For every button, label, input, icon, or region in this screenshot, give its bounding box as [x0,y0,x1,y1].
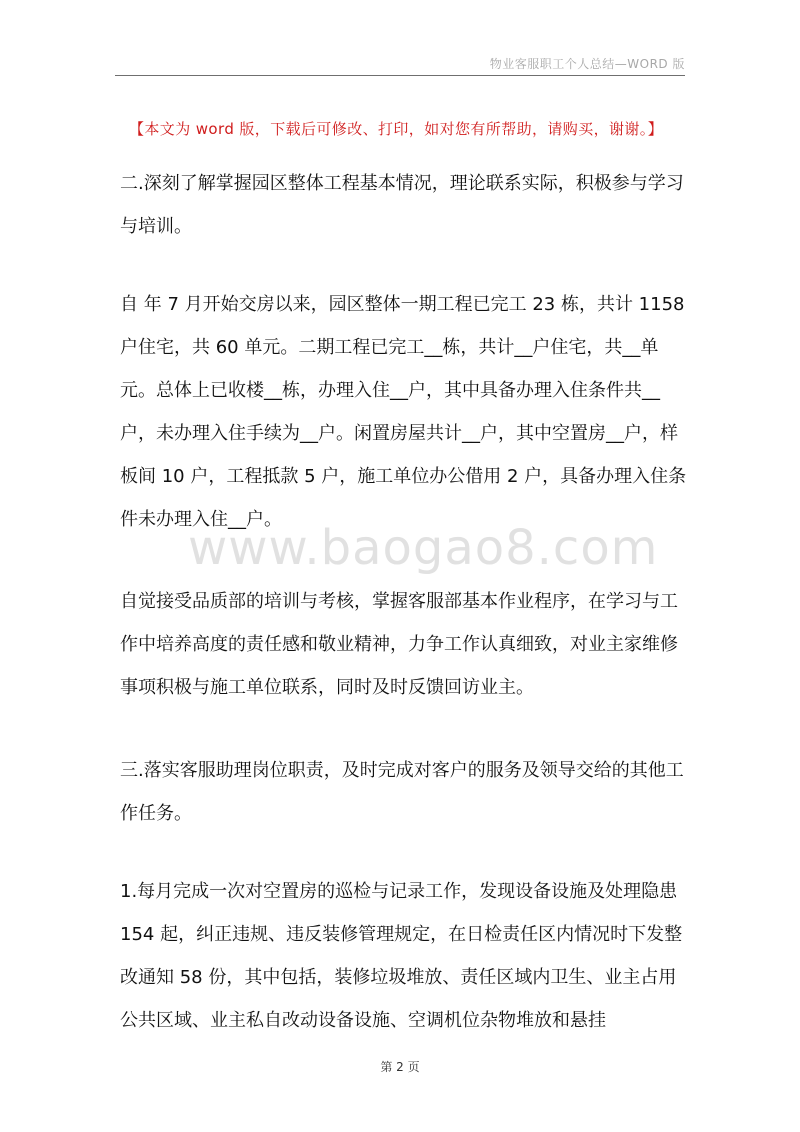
paragraph-handover-stats: 自 年 7 月开始交房以来，园区整体一期工程已完工 23 栋，共计 1158 户住宅，共 60 单元。二期工程已完工__栋，共计__户住宅，共__单元。总体上已收楼__栋，办理入住__户，其中具备办理入住条件共__户，未办理入住手续为__户。闲置房屋共计__户，其中空置房__户，样板间 10 户，工程抵款 5 户，施工单位办公借用 2 户，具备办理入住条件未办理入住__户。 [120,294,687,530]
header-rule [115,75,685,76]
paragraph-section-3-heading: 三.落实客服助理岗位职责，及时完成对客户的服务及领导交给的其他工作任务。 [120,760,684,824]
page-header-title: 物业客服职工个人总结—WORD 版 [489,57,685,71]
paragraph-training: 自觉接受品质部的培训与考核，掌握客服部基本作业程序，在学习与工作中培养高度的责任感和敬业精神，力争工作认真细致，对业主家维修事项积极与施工单位联系，同时及时反馈回访业主。 [120,591,678,698]
paragraph-section-2-heading: 二.深刻了解掌握园区整体工程基本情况，理论联系实际，积极参与学习与培训。 [120,173,684,237]
paragraph-inspection: 1.每月完成一次对空置房的巡检与记录工作，发现设备设施及处理隐患 154 起，纠正违规、违反装修管理规定，在日检责任区内情况时下发整改通知 58 份，其中包括，装修垃圾堆放、责任区域内卫生、业主占用公共区域、业主私自改动设备设施、空调机位杂物堆放和悬挂 [120,881,683,1031]
download-notice: 【本文为 word 版，下载后可修改、打印，如对您有所帮助，请购买，谢谢。】 [129,120,664,138]
page-number: 第 2 页 [380,1060,420,1074]
watermark-text: www.baogao8.com [188,520,659,576]
